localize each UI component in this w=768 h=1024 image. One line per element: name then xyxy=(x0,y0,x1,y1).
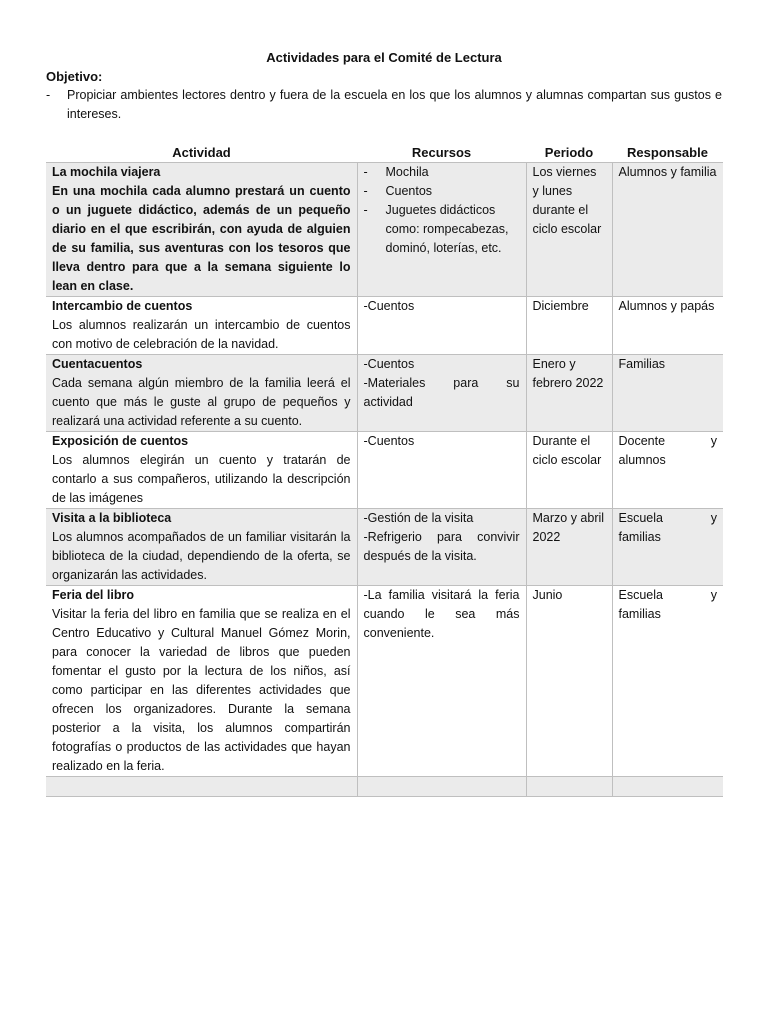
table-row xyxy=(46,297,723,355)
responsible-cell xyxy=(612,355,723,432)
resource-text: Mochila xyxy=(385,165,429,179)
resources-cell xyxy=(357,355,526,432)
resource-bullet: - xyxy=(363,203,368,217)
activity-name: Cuentacuentos xyxy=(52,357,143,371)
table-row xyxy=(46,509,723,586)
responsible-cell xyxy=(612,163,723,297)
activity-name: Feria del libro xyxy=(52,588,134,602)
resources-text: -Cuentos -Materiales para su actividad xyxy=(363,357,520,409)
resources-list xyxy=(364,163,520,258)
responsible-cell xyxy=(612,297,723,355)
resource-item xyxy=(364,163,520,182)
empty-cell xyxy=(46,777,357,797)
resources-text: -Cuentos xyxy=(363,299,415,313)
activity-description: Los alumnos acompañados de un familiar visitarán la biblioteca de la ciudad, dependiendo de la oferta, se organizarán las actividades. xyxy=(52,530,351,582)
activities-table xyxy=(46,142,723,797)
activity-cell xyxy=(46,297,357,355)
activity-description: Los alumnos elegirán un cuento y tratarán de contarlo a sus compañeros, utilizando la descripción de las imágenes xyxy=(52,453,351,505)
responsible-text: Alumnos y familia xyxy=(618,165,717,179)
responsible-text: Docente y alumnos xyxy=(618,434,717,467)
resource-bullet: - xyxy=(363,165,368,179)
period-cell xyxy=(526,586,612,777)
empty-cell xyxy=(357,777,526,797)
document-title: Actividades para el Comité de Lectura xyxy=(266,50,502,65)
activity-description: En una mochila cada alumno prestará un cuento o un juguete didáctico, además de un pequeño diario en el que escribirán, con ayuda de alguien de su familia, sus aventuras con los tesoros que lleva dentro para que a la semana siguiente lo lean en clase. xyxy=(52,184,351,293)
period-text: Marzo y abril 2022 xyxy=(532,511,605,544)
responsible-cell xyxy=(612,432,723,509)
resource-item xyxy=(364,182,520,201)
empty-cell xyxy=(612,777,723,797)
header-actividad: Actividad xyxy=(46,142,357,163)
resource-text: Juguetes didácticos como: rompecabezas, dominó, loterías, etc. xyxy=(385,203,509,255)
objective-item xyxy=(46,86,722,124)
activity-cell xyxy=(46,432,357,509)
empty-cell xyxy=(526,777,612,797)
period-cell xyxy=(526,355,612,432)
table-header-row xyxy=(46,142,723,163)
header-responsable: Responsable xyxy=(612,142,723,163)
header-periodo: Periodo xyxy=(526,142,612,163)
activity-name: La mochila viajera xyxy=(52,165,161,179)
activity-cell xyxy=(46,586,357,777)
period-cell xyxy=(526,163,612,297)
resource-item xyxy=(364,201,520,258)
activity-cell xyxy=(46,509,357,586)
activity-description: Los alumnos realizarán un intercambio de cuentos con motivo de celebración de la navidad. xyxy=(52,318,351,351)
resource-text: Cuentos xyxy=(385,184,433,198)
activity-name: Visita a la biblioteca xyxy=(52,511,172,525)
header-recursos: Recursos xyxy=(357,142,526,163)
period-cell xyxy=(526,509,612,586)
table-row xyxy=(46,163,723,297)
responsible-text: Familias xyxy=(618,357,666,371)
objective-dash: - xyxy=(46,88,51,102)
activity-name: Intercambio de cuentos xyxy=(52,299,193,313)
resources-cell xyxy=(357,586,526,777)
activity-cell xyxy=(46,163,357,297)
period-text: Los viernes y lunes durante el ciclo escolar xyxy=(532,165,602,236)
resources-text: -Gestión de la visita -Refrigerio para convivir después de la visita. xyxy=(363,511,520,563)
period-text: Junio xyxy=(532,588,563,602)
table-row xyxy=(46,355,723,432)
resources-cell xyxy=(357,297,526,355)
resources-cell xyxy=(357,509,526,586)
objective-text: Propiciar ambientes lectores dentro y fuera de la escuela en los que los alumnos y alumnas compartan sus gustos e intereses. xyxy=(67,88,722,121)
activity-name: Exposición de cuentos xyxy=(52,434,189,448)
resources-text: -Cuentos xyxy=(363,434,415,448)
activity-description: Cada semana algún miembro de la familia leerá el cuento que más le guste al grupo de pequeños y realizará una actividad referente a su cuento. xyxy=(52,376,351,428)
responsible-cell xyxy=(612,509,723,586)
period-cell xyxy=(526,297,612,355)
resources-cell xyxy=(357,432,526,509)
resource-bullet: - xyxy=(363,184,368,198)
activity-description: Visitar la feria del libro en familia que se realiza en el Centro Educativo y Cultural Manuel Gómez Morin, para conocer la variedad de libros que pueden fomentar el gusto por la lectura de los niños, así como participar en las diferentes actividades que ofrecen los organizadores. Durante la semana posterior a la visita, los alumnos compartirán fotografías o productos de las actividades que hayan realizado en la feria. xyxy=(52,607,351,773)
resources-cell xyxy=(357,163,526,297)
responsible-text: Alumnos y papás xyxy=(618,299,715,313)
responsible-text: Escuela y familias xyxy=(618,588,717,621)
table-row xyxy=(46,586,723,777)
period-text: Diciembre xyxy=(532,299,589,313)
responsible-text: Escuela y familias xyxy=(618,511,717,544)
activity-cell xyxy=(46,355,357,432)
objective-label: Objetivo: xyxy=(46,69,103,84)
table-row-empty xyxy=(46,777,723,797)
resources-text: -La familia visitará la feria cuando le sea más conveniente. xyxy=(363,588,520,640)
period-text: Enero y febrero 2022 xyxy=(532,357,604,390)
period-text: Durante el ciclo escolar xyxy=(532,434,602,467)
responsible-cell xyxy=(612,586,723,777)
period-cell xyxy=(526,432,612,509)
table-row xyxy=(46,432,723,509)
